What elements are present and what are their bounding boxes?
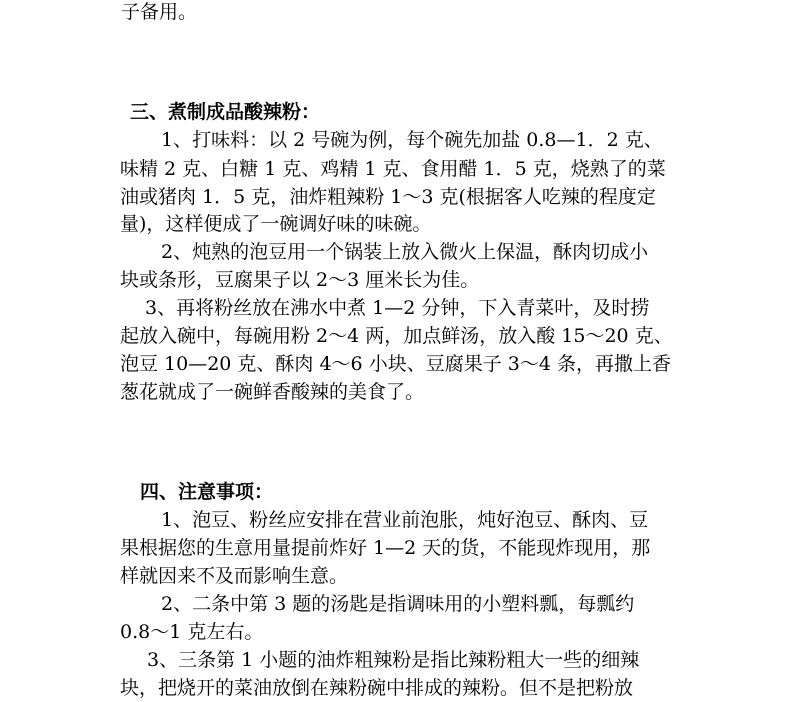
text-line: 葱花就成了一碗鲜香酸辣的美食了。 xyxy=(120,381,425,403)
text-line: 2、二条中第 3 题的汤匙是指调味用的小塑料瓢，每瓢约 xyxy=(161,593,635,615)
text-line: 量)，这样便成了一碗调好味的味碗。 xyxy=(120,213,432,235)
text-line: 油或猪肉 1．5 克，油炸粗辣粉 1～3 克(根据客人吃辣的程度定 xyxy=(120,186,656,208)
text-line: 3、三条第 1 小题的油炸粗辣粉是指比辣粉粗大一些的细辣 xyxy=(147,649,640,671)
text-line: 1、打味料：以 2 号碗为例，每个碗先加盐 0.8—1．2 克、 xyxy=(161,129,663,151)
text-line: 泡豆 10—20 克、酥肉 4～6 小块、豆腐果子 3～4 条，再撒上香 xyxy=(120,353,671,375)
section-heading: 四、注意事项： xyxy=(140,481,274,503)
section-heading: 三、煮制成品酸辣粉： xyxy=(130,101,321,123)
text-line: 子备用。 xyxy=(121,1,198,23)
text-line: 样就因来不及而影响生意。 xyxy=(120,565,349,587)
text-line: 3、再将粉丝放在沸水中煮 1—2 分钟，下入青菜叶，及时捞 xyxy=(145,297,650,319)
text-line: 1、泡豆、粉丝应安排在营业前泡胀，炖好泡豆、酥肉、豆 xyxy=(161,509,649,531)
text-line: 果根据您的生意用量提前炸好 1—2 天的货，不能现炸现用，那 xyxy=(120,537,651,559)
text-line: 块，把烧开的菜油放倒在辣粉碗中排成的辣粉。但不是把粉放 xyxy=(120,677,634,699)
text-line: 2、炖熟的泡豆用一个锅装上放入微火上保温，酥肉切成小 xyxy=(161,241,649,263)
text-line: 起放入碗中，每碗用粉 2～4 两，加点鲜汤，放入酸 15～20 克、 xyxy=(120,325,673,347)
text-line: 味精 2 克、白糖 1 克、鸡精 1 克、食用醋 1．5 克，烧熟了的菜 xyxy=(120,158,666,180)
text-line: 块或条形，豆腐果子以 2～3 厘米长为佳。 xyxy=(120,269,480,291)
text-line: 0.8～1 克左右。 xyxy=(120,621,264,643)
